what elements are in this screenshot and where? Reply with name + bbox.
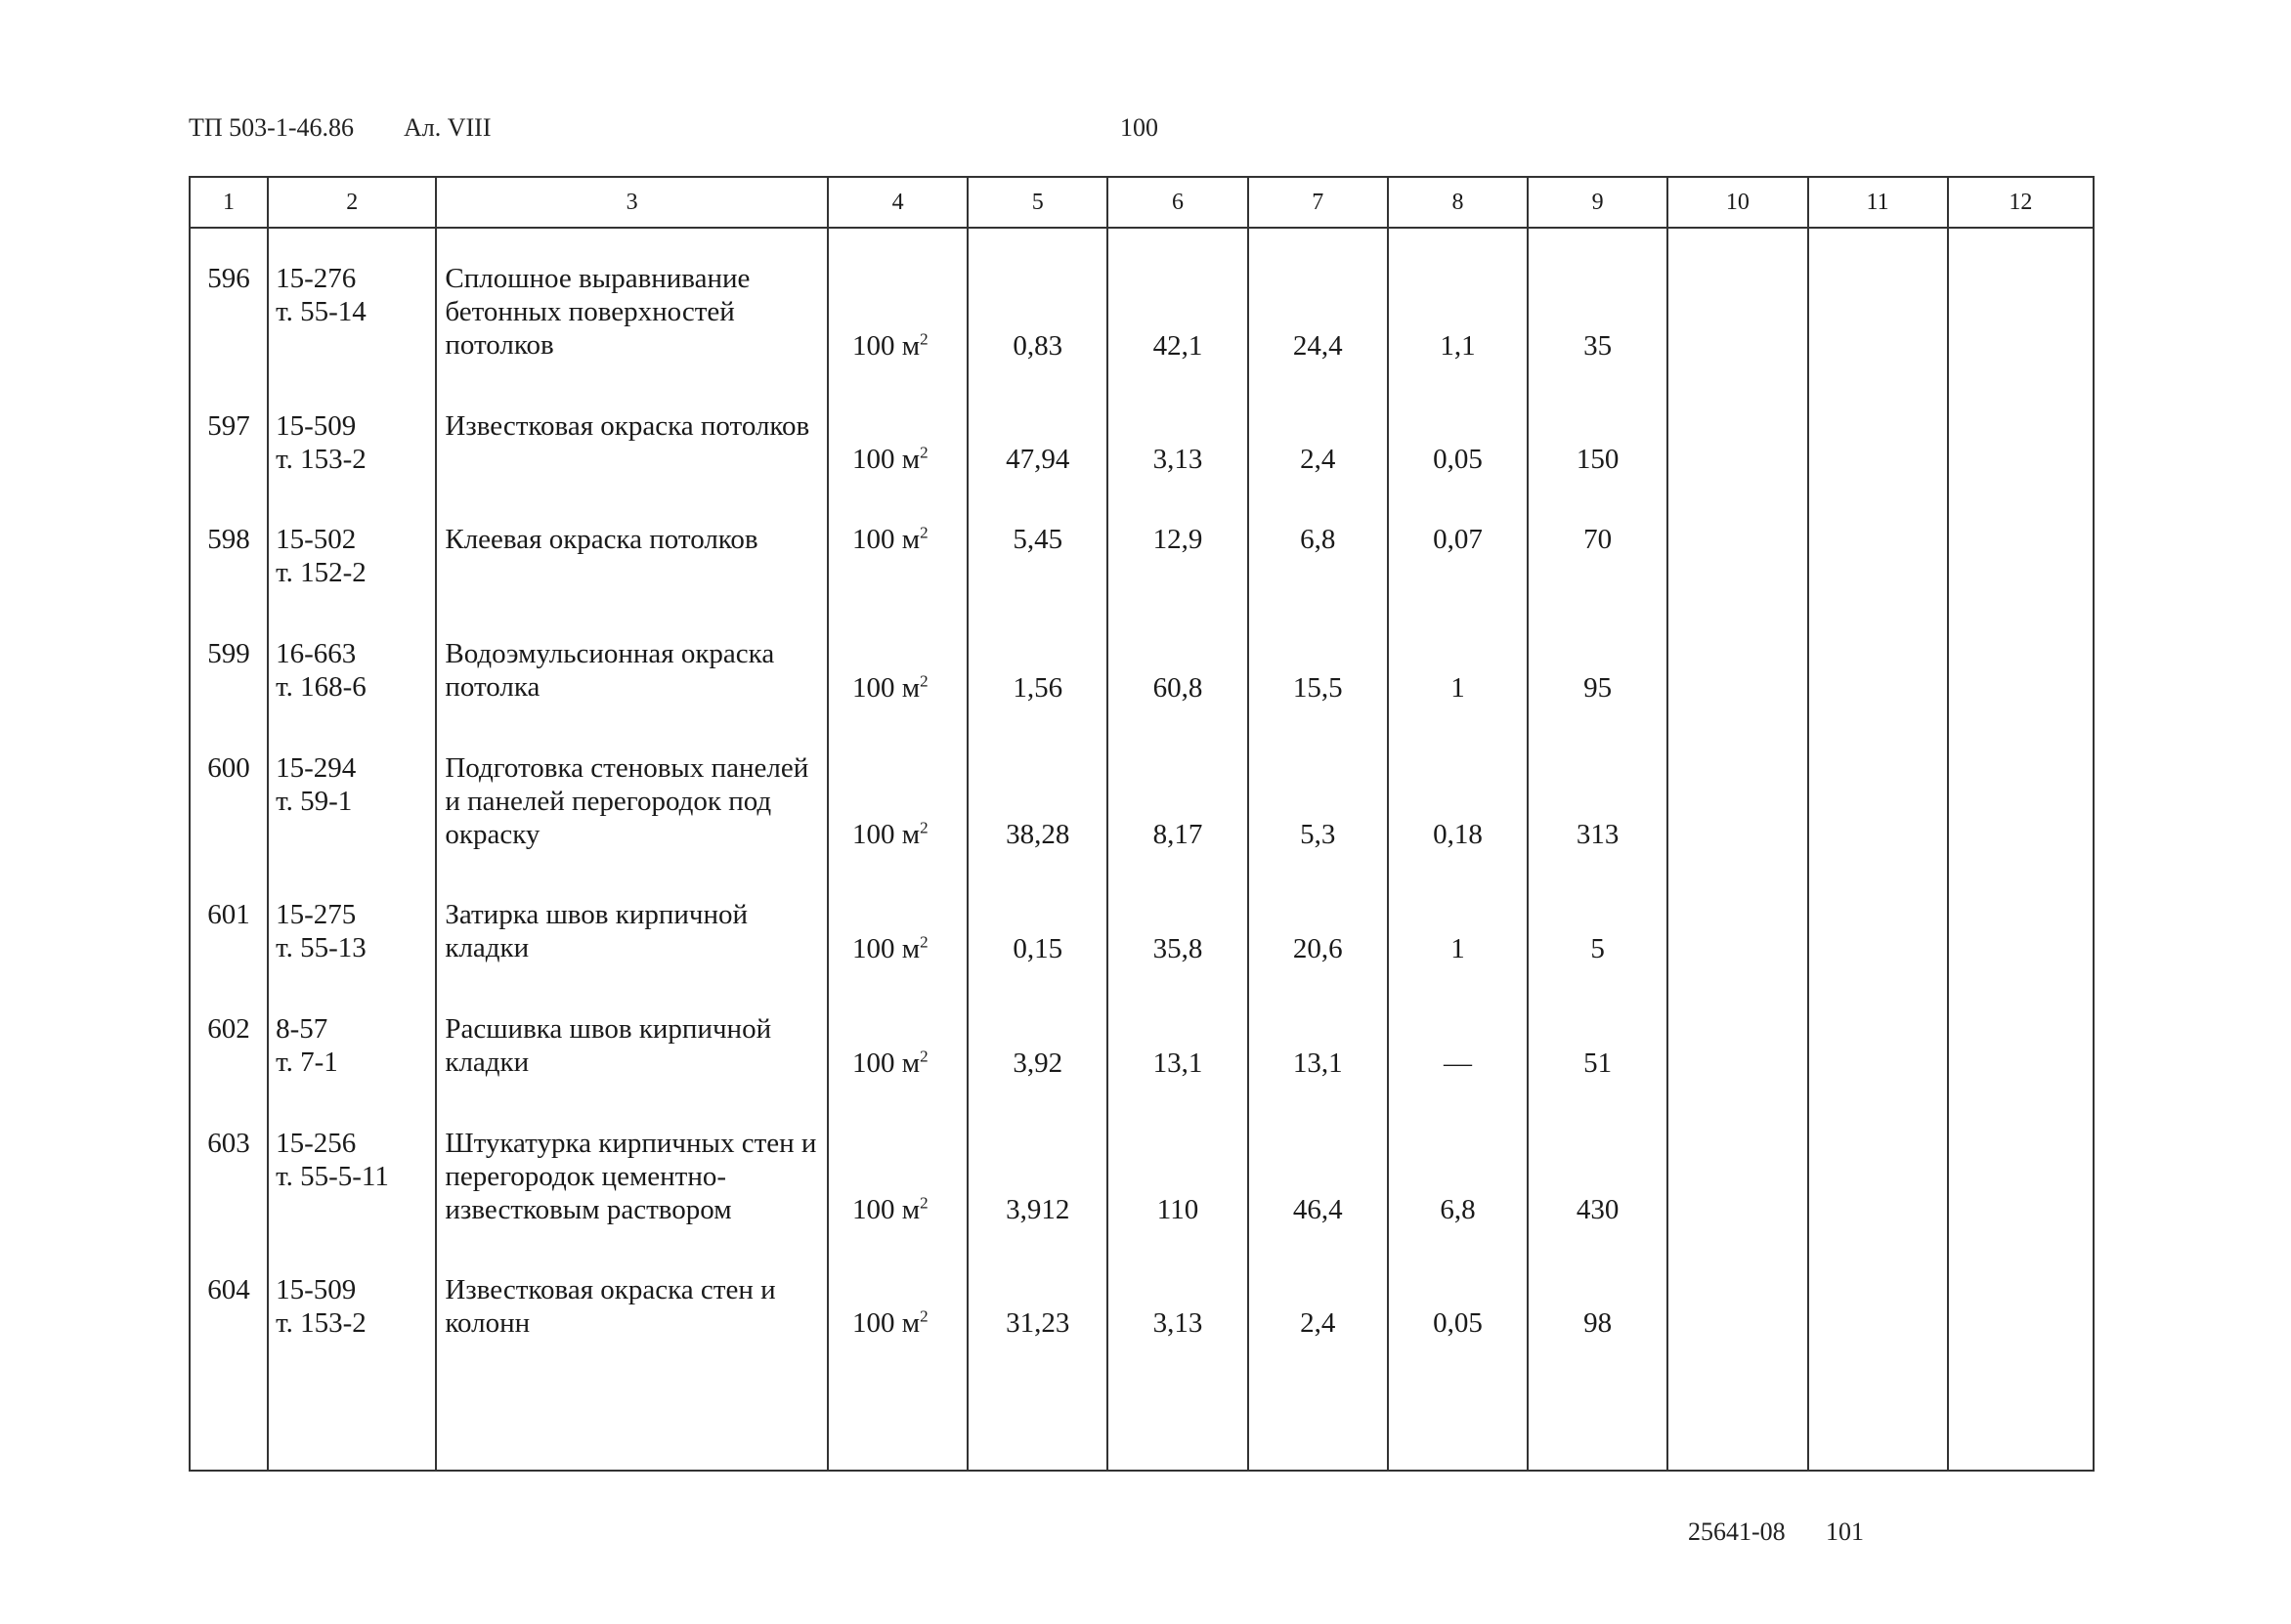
empty-cell	[1948, 865, 2094, 979]
rate-table-ref: т. 168-6	[276, 671, 367, 703]
rate-code	[268, 490, 436, 604]
value-col7: 46,4	[1248, 1093, 1388, 1240]
value-col7: 15,5	[1248, 604, 1388, 718]
value-col6: 60,8	[1107, 604, 1247, 718]
value-col7: 5,3	[1248, 718, 1388, 865]
column-header: 4	[828, 177, 968, 228]
unit-cell	[828, 604, 968, 718]
value-col9: 35	[1528, 228, 1667, 376]
value-col9: 313	[1528, 718, 1667, 865]
album-number: Ал. VIII	[404, 113, 492, 142]
value-col6: 3,13	[1107, 1240, 1247, 1471]
table-row	[190, 604, 2094, 718]
unit-superscript: 2	[920, 1193, 929, 1213]
value-col7: 20,6	[1248, 865, 1388, 979]
work-description: Водоэмульсионная окраска потолка	[436, 604, 828, 718]
unit: 100 м	[851, 1047, 921, 1079]
rate-code	[268, 718, 436, 865]
value-col8: 1	[1388, 865, 1528, 979]
unit: 100 м	[851, 672, 921, 704]
value-col6: 35,8	[1107, 865, 1247, 979]
rate-code-line: 15-294	[276, 752, 357, 784]
column-header: 11	[1808, 177, 1948, 228]
quantity: 1,56	[968, 604, 1107, 718]
unit: 100 м	[851, 330, 921, 362]
quantity: 3,92	[968, 979, 1107, 1093]
rate-code-line: 15-509	[276, 410, 357, 442]
column-header: 9	[1528, 177, 1667, 228]
quantity: 0,83	[968, 228, 1107, 376]
row-number: 599	[190, 604, 268, 718]
work-description: Сплошное выравнивание бетонных поверхностей потолков	[436, 228, 828, 376]
empty-cell	[1808, 228, 1948, 376]
empty-cell	[1948, 376, 2094, 490]
empty-cell	[1667, 1240, 1807, 1471]
table-row	[190, 718, 2094, 865]
work-description: Подготовка стеновых панелей и панелей перегородок под окраску	[436, 718, 828, 865]
unit-superscript: 2	[920, 932, 929, 952]
empty-cell	[1808, 376, 1948, 490]
value-col6: 42,1	[1107, 228, 1247, 376]
rate-code	[268, 979, 436, 1093]
rate-table-ref: т. 152-2	[276, 557, 367, 588]
row-number: 602	[190, 979, 268, 1093]
work-description: Затирка швов кирпичной кладки	[436, 865, 828, 979]
quantity: 47,94	[968, 376, 1107, 490]
document-code: ТП 503-1-46.86	[189, 113, 354, 142]
unit-superscript: 2	[920, 1306, 929, 1326]
unit-superscript: 2	[920, 671, 929, 691]
value-col8: 1,1	[1388, 228, 1528, 376]
rate-code-line: 15-502	[276, 524, 357, 555]
empty-cell	[1667, 979, 1807, 1093]
value-col7: 24,4	[1248, 228, 1388, 376]
value-col6: 110	[1107, 1093, 1247, 1240]
unit: 100 м	[851, 444, 921, 475]
column-header: 2	[268, 177, 436, 228]
empty-cell	[1667, 865, 1807, 979]
rate-table-ref: т. 59-1	[276, 786, 353, 817]
value-col7: 13,1	[1248, 979, 1388, 1093]
column-header: 5	[968, 177, 1107, 228]
rate-table-ref: т. 153-2	[276, 444, 367, 475]
quantity: 3,912	[968, 1093, 1107, 1240]
rate-table-ref: т. 7-1	[276, 1047, 338, 1078]
column-header: 3	[436, 177, 828, 228]
unit: 100 м	[851, 933, 921, 964]
value-col7: 2,4	[1248, 1240, 1388, 1471]
empty-cell	[1808, 979, 1948, 1093]
value-col9: 430	[1528, 1093, 1667, 1240]
page-number: 100	[1120, 113, 1158, 142]
empty-cell	[1808, 490, 1948, 604]
row-number: 604	[190, 1240, 268, 1471]
work-description: Расшивка швов кирпичной кладки	[436, 979, 828, 1093]
rate-code-line: 15-275	[276, 899, 357, 930]
unit-cell	[828, 1093, 968, 1240]
table-row	[190, 1240, 2094, 1471]
unit-superscript: 2	[920, 443, 929, 462]
row-number: 596	[190, 228, 268, 376]
unit-superscript: 2	[920, 818, 929, 837]
unit-cell	[828, 979, 968, 1093]
column-header: 8	[1388, 177, 1528, 228]
value-col7: 6,8	[1248, 490, 1388, 604]
empty-cell	[1667, 1093, 1807, 1240]
rate-code	[268, 376, 436, 490]
column-header: 10	[1667, 177, 1807, 228]
value-col9: 95	[1528, 604, 1667, 718]
value-col8: 6,8	[1388, 1093, 1528, 1240]
quantity: 5,45	[968, 490, 1107, 604]
row-number: 597	[190, 376, 268, 490]
unit-superscript: 2	[920, 523, 929, 542]
table-row	[190, 376, 2094, 490]
value-col6: 8,17	[1107, 718, 1247, 865]
table-row	[190, 228, 2094, 376]
value-col7: 2,4	[1248, 376, 1388, 490]
rate-code-line: 15-256	[276, 1128, 357, 1159]
unit-cell	[828, 1240, 968, 1471]
unit-cell	[828, 865, 968, 979]
rate-code-line: 15-509	[276, 1274, 357, 1305]
empty-cell	[1667, 604, 1807, 718]
empty-cell	[1808, 718, 1948, 865]
footer-document-code: 25641-08	[1688, 1517, 1786, 1546]
unit: 100 м	[851, 1307, 921, 1339]
unit-superscript: 2	[920, 1047, 929, 1066]
empty-cell	[1808, 604, 1948, 718]
empty-cell	[1808, 865, 1948, 979]
value-col9: 5	[1528, 865, 1667, 979]
rate-code-line: 16-663	[276, 638, 357, 669]
unit: 100 м	[851, 1194, 921, 1225]
empty-cell	[1948, 1093, 2094, 1240]
unit-cell	[828, 718, 968, 865]
work-description: Известковая окраска стен и колонн	[436, 1240, 828, 1471]
estimate-table	[189, 176, 2095, 1472]
empty-cell	[1948, 228, 2094, 376]
value-col6: 3,13	[1107, 376, 1247, 490]
empty-cell	[1667, 490, 1807, 604]
empty-cell	[1667, 718, 1807, 865]
work-description: Клеевая окраска потолков	[436, 490, 828, 604]
value-col6: 13,1	[1107, 979, 1247, 1093]
table-row	[190, 979, 2094, 1093]
value-col8: 1	[1388, 604, 1528, 718]
rate-table-ref: т. 55-5-11	[276, 1161, 389, 1192]
row-number: 601	[190, 865, 268, 979]
rate-code	[268, 1093, 436, 1240]
rate-table-ref: т. 153-2	[276, 1307, 367, 1339]
rate-code	[268, 228, 436, 376]
column-header: 1	[190, 177, 268, 228]
empty-cell	[1948, 1240, 2094, 1471]
value-col8: 0,18	[1388, 718, 1528, 865]
unit-cell	[828, 490, 968, 604]
value-col8: 0,07	[1388, 490, 1528, 604]
empty-cell	[1808, 1093, 1948, 1240]
empty-cell	[1808, 1240, 1948, 1471]
value-col9: 70	[1528, 490, 1667, 604]
value-col8: 0,05	[1388, 376, 1528, 490]
footer-page-number: 101	[1826, 1517, 1864, 1546]
rate-code	[268, 604, 436, 718]
value-col8: —	[1388, 979, 1528, 1093]
quantity: 0,15	[968, 865, 1107, 979]
empty-cell	[1948, 604, 2094, 718]
empty-cell	[1667, 228, 1807, 376]
empty-cell	[1667, 376, 1807, 490]
table-row	[190, 490, 2094, 604]
rate-table-ref: т. 55-14	[276, 296, 367, 327]
work-description: Известковая окраска потолков	[436, 376, 828, 490]
value-col9: 98	[1528, 1240, 1667, 1471]
value-col9: 51	[1528, 979, 1667, 1093]
row-number: 598	[190, 490, 268, 604]
unit-superscript: 2	[920, 329, 929, 349]
value-col9: 150	[1528, 376, 1667, 490]
row-number: 600	[190, 718, 268, 865]
table-row	[190, 865, 2094, 979]
empty-cell	[1948, 718, 2094, 865]
column-header: 12	[1948, 177, 2094, 228]
rate-code	[268, 865, 436, 979]
rate-code	[268, 1240, 436, 1471]
rate-code-line: 15-276	[276, 263, 357, 294]
row-number: 603	[190, 1093, 268, 1240]
column-header: 6	[1107, 177, 1247, 228]
quantity: 31,23	[968, 1240, 1107, 1471]
work-description: Штукатурка кирпичных стен и перегородок цементно-известковым раствором	[436, 1093, 828, 1240]
quantity: 38,28	[968, 718, 1107, 865]
table-row	[190, 1093, 2094, 1240]
value-col6: 12,9	[1107, 490, 1247, 604]
unit: 100 м	[851, 524, 921, 555]
value-col8: 0,05	[1388, 1240, 1528, 1471]
empty-cell	[1948, 490, 2094, 604]
column-header: 7	[1248, 177, 1388, 228]
unit-cell	[828, 228, 968, 376]
column-numbers-row	[190, 177, 2094, 228]
unit-cell	[828, 376, 968, 490]
unit: 100 м	[851, 819, 921, 850]
rate-table-ref: т. 55-13	[276, 932, 367, 963]
empty-cell	[1948, 979, 2094, 1093]
rate-code-line: 8-57	[276, 1013, 328, 1045]
